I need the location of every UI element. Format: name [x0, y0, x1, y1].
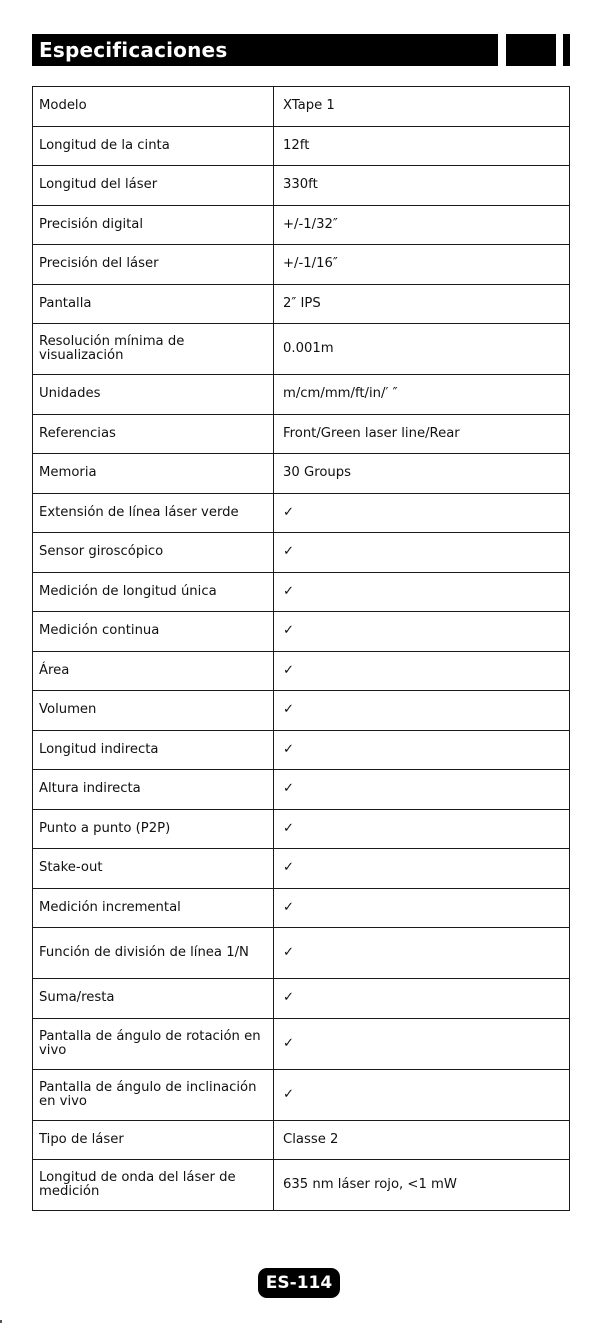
specifications-table: [32, 86, 570, 1211]
spec-value: Classe 2: [274, 1120, 570, 1160]
table-row: [33, 324, 570, 375]
table-row: [33, 493, 570, 533]
spec-value: ✓: [274, 691, 570, 731]
section-header: [32, 34, 570, 66]
spec-value: ✓: [274, 979, 570, 1019]
spec-value: ✓: [274, 493, 570, 533]
spec-label: Precisión digital: [33, 205, 274, 245]
spec-value: ✓: [274, 730, 570, 770]
table-row: [33, 730, 570, 770]
table-row: [33, 245, 570, 285]
spec-value: ✓: [274, 888, 570, 928]
spec-label: Longitud del láser: [33, 166, 274, 206]
spec-value: ✓: [274, 533, 570, 573]
table-row: [33, 126, 570, 166]
table-row: [33, 454, 570, 494]
table-row: [33, 1120, 570, 1160]
table-row: [33, 205, 570, 245]
spec-value: +/-1/32″: [274, 205, 570, 245]
table-row: [33, 166, 570, 206]
spec-label: Resolución mínima de visualización: [33, 324, 274, 375]
edge-mark: [0, 1320, 2, 1323]
spec-label: Memoria: [33, 454, 274, 494]
spec-label: Precisión del láser: [33, 245, 274, 285]
spec-value: ✓: [274, 1018, 570, 1069]
table-row: [33, 533, 570, 573]
table-row: [33, 888, 570, 928]
spec-label: Unidades: [33, 375, 274, 415]
spec-value: 30 Groups: [274, 454, 570, 494]
spec-value: 12ft: [274, 126, 570, 166]
spec-label: Extensión de línea láser verde: [33, 493, 274, 533]
spec-value: 330ft: [274, 166, 570, 206]
table-row: [33, 1160, 570, 1211]
spec-value: 0.001m: [274, 324, 570, 375]
table-row: [33, 928, 570, 979]
spec-label: Tipo de láser: [33, 1120, 274, 1160]
header-decor-block-small: [563, 34, 570, 66]
table-row: [33, 375, 570, 415]
spec-value: m/cm/mm/ft/in/′ ″: [274, 375, 570, 415]
spec-label: Función de división de línea 1/N: [33, 928, 274, 979]
header-decor-block: [506, 34, 556, 66]
spec-label: Stake-out: [33, 849, 274, 889]
table-row: [33, 849, 570, 889]
spec-label: Longitud de onda del láser de medición: [33, 1160, 274, 1211]
spec-label: Longitud de la cinta: [33, 126, 274, 166]
table-row: [33, 284, 570, 324]
table-row: [33, 87, 570, 127]
table-row: [33, 414, 570, 454]
spec-value: ✓: [274, 770, 570, 810]
spec-value: ✓: [274, 612, 570, 652]
section-title: Especificaciones: [39, 38, 228, 62]
spec-value: ✓: [274, 1069, 570, 1120]
spec-label: Pantalla de ángulo de rotación en vivo: [33, 1018, 274, 1069]
spec-label: Altura indirecta: [33, 770, 274, 810]
spec-value: 2″ IPS: [274, 284, 570, 324]
spec-label: Medición continua: [33, 612, 274, 652]
spec-label: Modelo: [33, 87, 274, 127]
spec-value: Front/Green laser line/Rear: [274, 414, 570, 454]
table-row: [33, 691, 570, 731]
spec-label: Suma/resta: [33, 979, 274, 1019]
spec-value: +/-1/16″: [274, 245, 570, 285]
spec-value: 635 nm láser rojo, <1 mW: [274, 1160, 570, 1211]
table-row: [33, 1018, 570, 1069]
table-row: [33, 612, 570, 652]
table-row: [33, 1069, 570, 1120]
spec-label: Longitud indirecta: [33, 730, 274, 770]
table-row: [33, 809, 570, 849]
spec-label: Punto a punto (P2P): [33, 809, 274, 849]
spec-value: ✓: [274, 928, 570, 979]
spec-label: Sensor giroscópico: [33, 533, 274, 573]
spec-value: ✓: [274, 809, 570, 849]
spec-value: ✓: [274, 572, 570, 612]
spec-label: Pantalla: [33, 284, 274, 324]
section-header-bar: [32, 34, 498, 66]
spec-label: Pantalla de ángulo de inclinación en vivo: [33, 1069, 274, 1120]
table-row: [33, 770, 570, 810]
spec-label: Volumen: [33, 691, 274, 731]
spec-value: ✓: [274, 849, 570, 889]
spec-label: Referencias: [33, 414, 274, 454]
page-number-badge: ES-114: [258, 1268, 340, 1298]
table-row: [33, 979, 570, 1019]
spec-value: ✓: [274, 651, 570, 691]
spec-value: XTape 1: [274, 87, 570, 127]
table-row: [33, 651, 570, 691]
spec-label: Medición de longitud única: [33, 572, 274, 612]
table-row: [33, 572, 570, 612]
spec-label: Área: [33, 651, 274, 691]
spec-label: Medición incremental: [33, 888, 274, 928]
